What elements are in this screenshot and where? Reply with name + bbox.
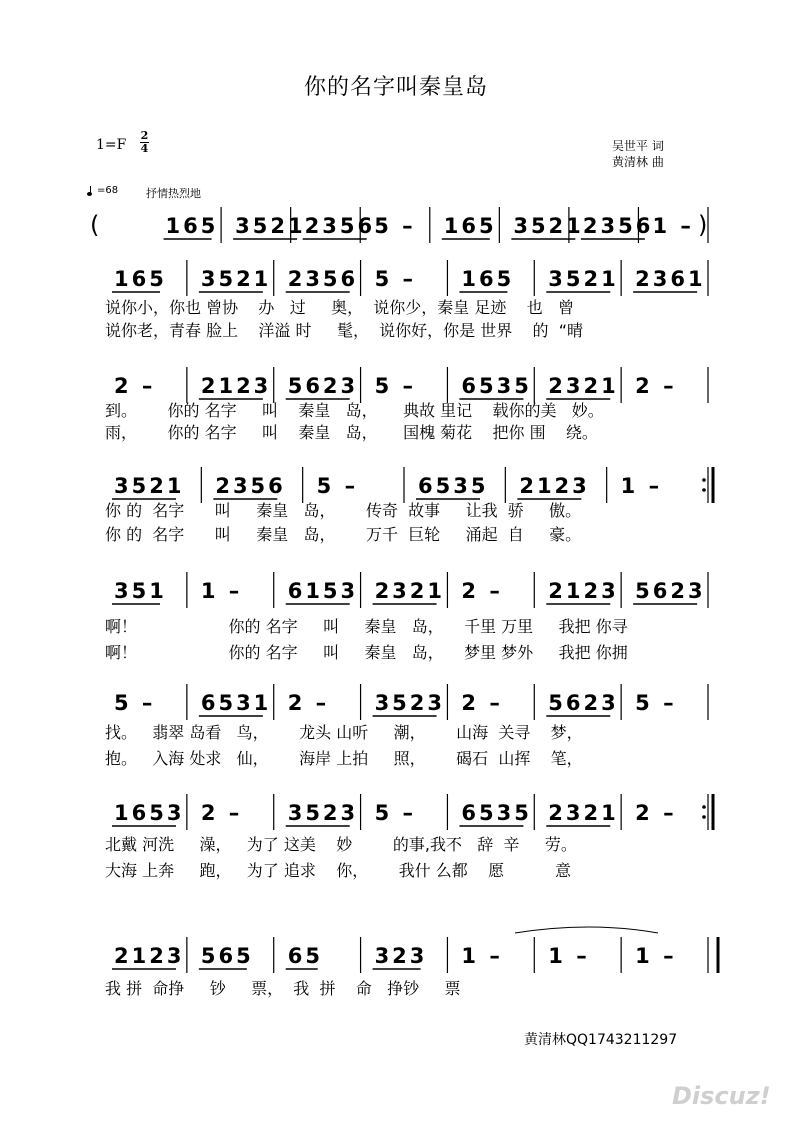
repeat-dot — [702, 805, 706, 809]
measure-notes: 3523 — [374, 691, 446, 715]
lyric-line: 大海 上奔 跑， 为了 追求 你， 我什 么都 愿 意 — [105, 861, 572, 880]
measure-notes: 5 – — [374, 214, 416, 238]
expression-marking: 抒情热烈地 — [146, 187, 201, 200]
arranger-signature: 黄清林QQ1743211297 — [524, 1032, 678, 1048]
lyric-line: 我 拼 命挣 钞 票， 我 拼 命 挣钞 票 — [105, 979, 461, 998]
measure-notes: 2 – — [461, 691, 503, 715]
measure-notes: 1 – — [620, 474, 663, 498]
measure-notes: 2321 — [548, 374, 619, 398]
tempo-value: =68 — [97, 185, 119, 196]
lyric-line: 啊！ 你的 名字 叫 秦皇 岛， 梦里 梦外 我把 你拥 — [105, 643, 628, 662]
measure-notes: 2356 — [304, 214, 376, 238]
lyric-line: 到。 你的 名字 叫 秦皇 岛， 典故 里记 载你的美 妙。 — [105, 401, 604, 420]
measure-notes: 5623 — [548, 691, 619, 715]
lyric-line: 雨， 你的 名字 叫 秦皇 岛， 国槐 菊花 把你 围 绕。 — [105, 423, 598, 442]
measure-notes: 165 — [443, 214, 497, 238]
measure-notes: 2123 — [548, 579, 619, 603]
lyric-line: 你 的 名字 叫 秦皇 岛， 万千 巨轮 涌起 自 豪。 — [105, 525, 582, 544]
measure-notes: 2 – — [635, 374, 677, 398]
meter-top: 2 — [140, 129, 149, 142]
lyric-line: 说你老，青春 脸上 洋溢 时 髦， 说你好，你是 世界 的 “晴 — [105, 321, 584, 340]
measure-notes: 5 – — [316, 474, 359, 498]
measure-notes: 2321 — [548, 801, 619, 825]
repeat-dot — [702, 488, 706, 492]
watermark: Discuz! — [672, 1082, 771, 1110]
measure-notes: 6535 — [461, 374, 532, 398]
measure-notes: 3521 — [200, 267, 272, 291]
paren-mark: ( — [90, 211, 100, 239]
measure-notes: 1653 — [114, 801, 185, 825]
key-signature: 1=F — [96, 137, 127, 153]
measure-notes: 2 – — [461, 579, 503, 603]
composer-credit: 黄清林 曲 — [612, 155, 664, 169]
measure-notes: 2356 — [287, 267, 359, 291]
measure-notes: 1 – — [461, 944, 503, 968]
lyric-line: 啊！ 你的 名字 叫 秦皇 岛， 千里 万里 我把 你寻 — [105, 617, 628, 636]
repeat-dot — [702, 478, 706, 482]
measure-notes: 2 – — [287, 691, 330, 715]
measure-notes: 6531 — [200, 691, 272, 715]
measure-notes: 351 — [114, 579, 167, 603]
meter-bottom: 4 — [140, 142, 149, 155]
measure-notes: 2123 — [200, 374, 272, 398]
measure-notes: 2123 — [519, 474, 590, 498]
measure-notes: 2 – — [114, 374, 156, 398]
lyric-line: 抱。 入海 处求 仙， 海岸 上拍 照， 碣石 山挥 笔， — [105, 749, 583, 768]
measure-notes: 1 – — [652, 214, 694, 238]
measure-notes: 5 – — [374, 801, 417, 825]
measure-notes: 1 – — [548, 944, 590, 968]
measure-notes: 65 — [287, 944, 323, 968]
lyric-line: 说你小，你也 曾协 办 过 奥， 说你少，秦皇 足迹 也 曾 — [105, 298, 574, 317]
paren-mark: ) — [698, 211, 708, 239]
measure-notes: 5 – — [374, 374, 417, 398]
lyric-line: 找。 翡翠 岛看 鸟， 龙头 山听 潮， 山海 关寻 梦， — [105, 723, 583, 742]
measure-notes: 3521 — [114, 474, 185, 498]
measure-notes: 165 — [114, 267, 167, 291]
measure-notes: 3523 — [287, 801, 359, 825]
measure-notes: 6153 — [287, 579, 359, 603]
measure-notes: 1 – — [200, 579, 243, 603]
lyricist-credit: 吴世平 词 — [612, 139, 664, 153]
measure-notes: 5 – — [114, 691, 156, 715]
measure-notes: 165 — [461, 267, 515, 291]
repeat-dot — [702, 815, 706, 819]
measure-notes: 5 – — [374, 267, 417, 291]
measure-notes: 2 – — [635, 801, 677, 825]
measure-notes: 3521 — [513, 214, 584, 238]
measure-notes: 323 — [374, 944, 428, 968]
measure-notes: 5 – — [635, 691, 677, 715]
measure-notes: 165 — [165, 214, 219, 238]
song-title: 你的名字叫秦皇岛 — [303, 75, 488, 100]
measure-notes: 6535 — [461, 801, 532, 825]
measure-notes: 2321 — [374, 579, 446, 603]
lyric-line: 北戴 河洗 澡， 为了 这美 妙 的事,我不 辞 辛 劳。 — [105, 835, 577, 854]
measure-notes: 2356 — [582, 214, 654, 238]
measure-notes: 3521 — [548, 267, 619, 291]
measure-notes: 2 – — [200, 801, 243, 825]
measure-notes: 5623 — [287, 374, 359, 398]
measure-notes: 565 — [200, 944, 254, 968]
measure-notes: 5623 — [635, 579, 706, 603]
measure-notes: 1 – — [635, 944, 677, 968]
measure-notes: 2361 — [635, 267, 706, 291]
measure-notes: 6535 — [418, 474, 489, 498]
measure-notes: 2356 — [215, 474, 286, 498]
measure-notes: 3521 — [235, 214, 306, 238]
tie-arc — [515, 927, 658, 933]
lyric-line: 你 的 名字 叫 秦皇 岛， 传奇 故事 让我 骄 傲。 — [105, 501, 582, 520]
measure-notes: 2123 — [114, 944, 185, 968]
